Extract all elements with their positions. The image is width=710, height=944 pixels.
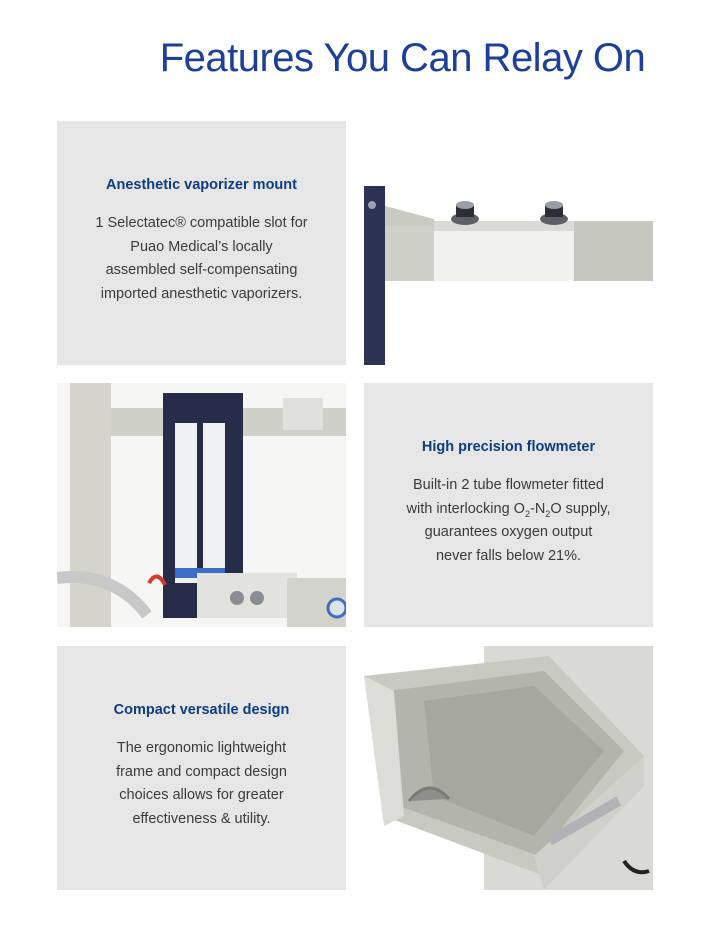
feature-heading: Compact versatile design xyxy=(113,702,290,718)
feature-panel-design xyxy=(57,646,346,890)
drawer-photo xyxy=(364,646,653,890)
description-line: The ergonomic lightweight xyxy=(116,740,287,756)
description-line: imported anesthetic vaporizers. xyxy=(100,285,303,302)
page-title: Features You Can Relay On xyxy=(159,36,646,80)
description-line: never falls below 21%. xyxy=(435,547,582,564)
description-line: choices allows for greater xyxy=(119,787,284,803)
feature-panel-flowmeter xyxy=(364,383,653,627)
feature-heading: High precision flowmeter xyxy=(421,439,596,455)
feature-description xyxy=(57,737,346,831)
feature-description xyxy=(57,212,346,306)
description-line: 1 Selectatec® compatible slot for xyxy=(95,215,308,231)
vaporizer-mount-photo xyxy=(364,121,653,365)
description-line: effectiveness & utility. xyxy=(132,810,271,827)
description-line: frame and compact design xyxy=(116,763,287,780)
feature-heading: Anesthetic vaporizer mount xyxy=(106,177,297,193)
description-line: Puao Medical’s locally xyxy=(130,238,273,255)
description-line: with interlocking $O_2-N_2O$ supply, xyxy=(406,500,611,519)
description-line: Built-in 2 tube flowmeter fitted xyxy=(412,477,604,493)
description-line: guarantees oxygen output xyxy=(424,524,593,540)
flowmeter-photo xyxy=(57,383,346,627)
description-line: assembled self-compensating xyxy=(105,262,298,278)
feature-description xyxy=(364,474,653,568)
feature-panel-vaporizer xyxy=(57,121,346,365)
